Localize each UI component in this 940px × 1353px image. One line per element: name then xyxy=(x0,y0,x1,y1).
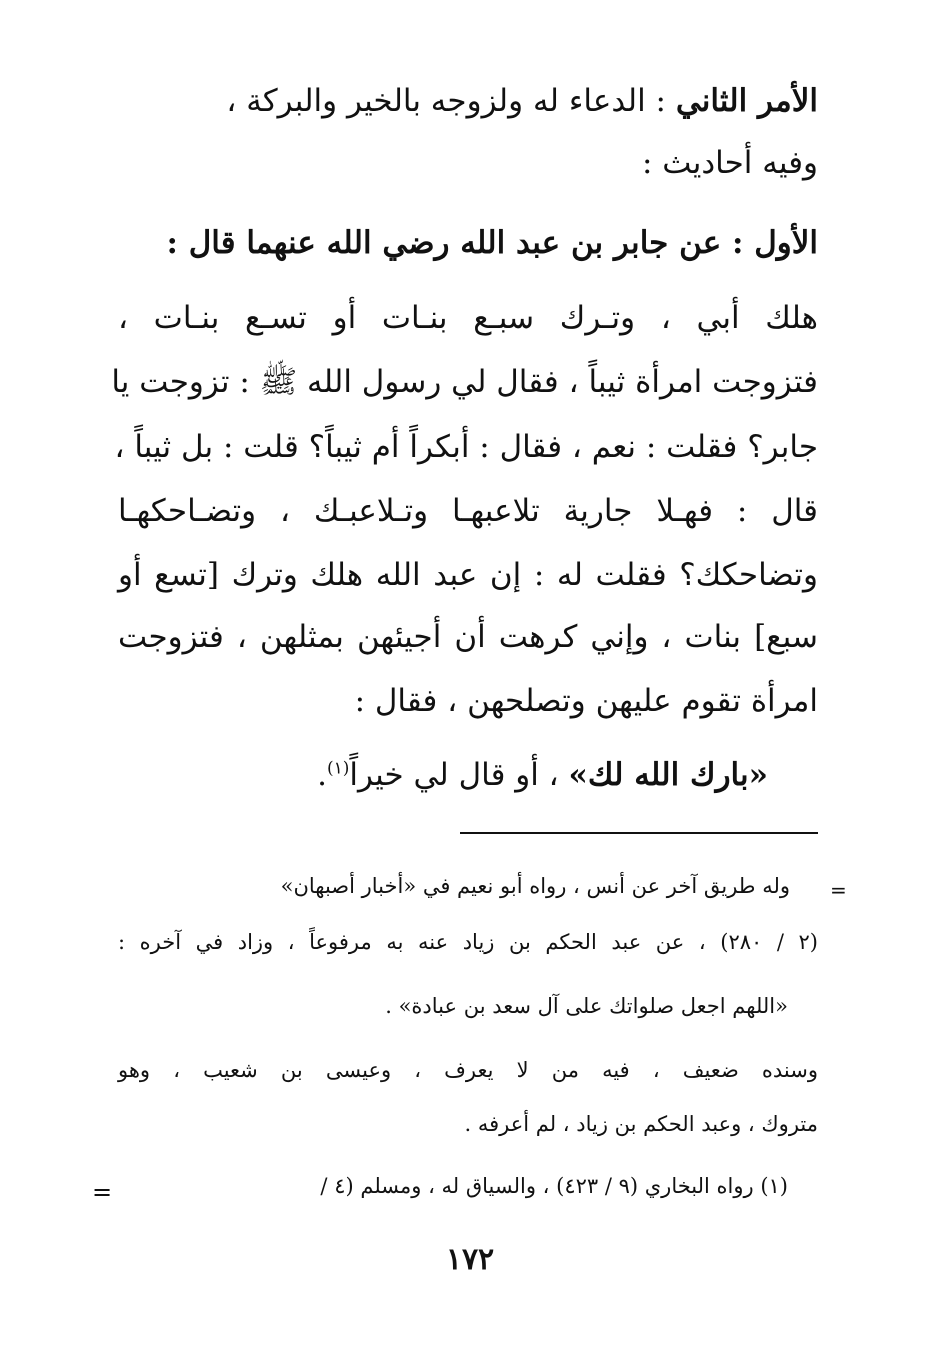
section-heading: الأمر الثاني xyxy=(675,83,818,119)
footnote-line-5: متروك ، وعبد الحكم بن زياد ، لم أعرفه . xyxy=(464,1112,818,1136)
main-line-1 xyxy=(118,83,818,119)
continuation-mark-bottom: = xyxy=(92,1178,113,1206)
continuation-mark-top: = xyxy=(830,878,847,902)
blessing-quote: «بارك الله لك» xyxy=(568,757,768,793)
main-line-7: قال : فهـلا جارية تلاعبهـا وتـلاعبـك ، وتضـاحكهـا xyxy=(118,493,818,529)
footnote-divider xyxy=(460,832,818,834)
footnote-line-6: (١) رواه البخاري (٩ / ٤٢٣) ، والسياق له ، ومسلم (٤ / xyxy=(320,1174,788,1198)
main-line-4: هلك أبي ، وتـرك سبـع بنـات أو تسـع بنـات ، xyxy=(118,300,818,336)
main-line-8: وتضاحكك؟ فقلت له : إن عبد الله هلك وترك [تسع أو xyxy=(118,557,818,593)
footnote-ref: (١) xyxy=(326,758,350,779)
footnote-line-1: وله طريق آخر عن أنس ، رواه أبو نعيم في «أخبار أصبهان» xyxy=(280,874,790,898)
main-line-9: سبع] بنات ، وإني كرهت أن أجيئهن بمثلهن ، فتزوجت xyxy=(118,619,818,655)
section-heading-text: : الدعاء له ولزوجه بالخير والبركة ، xyxy=(226,83,667,119)
footnote-line-3: «اللهم اجعل صلواتك على آل سعد بن عبادة» . xyxy=(385,994,788,1018)
main-line-2: وفيه أحاديث : xyxy=(641,145,818,181)
blessing-rest: ، أو قال لي خيراً xyxy=(349,757,559,793)
page-number: ١٧٢ xyxy=(445,1242,495,1277)
footnote-line-4: وسنده ضعيف ، فيه من لا يعرف ، وعيسى بن شعيب ، وهو xyxy=(118,1058,818,1082)
footnote-line-2: (٢ / ٢٨٠) ، عن عبد الحكم بن زياد عنه به مرفوعاً ، وزاد في آخره : xyxy=(118,930,818,954)
main-line-10: امرأة تقوم عليهن وتصلحهن ، فقال : xyxy=(354,683,818,719)
main-line-11 xyxy=(68,757,768,793)
main-line-6: جابر؟ فقلت : نعم ، فقال : أبكراً أم ثيباً؟ قلت : بل ثيباً ، xyxy=(114,429,818,465)
hadith-heading: الأول : عن جابر بن عبد الله رضي الله عنهما قال : xyxy=(166,225,818,261)
main-line-5: فتزوجت امرأة ثيباً ، فقال لي رسول الله ﷺ : تزوجت يا xyxy=(111,364,818,400)
sentence-end: . xyxy=(317,757,327,793)
